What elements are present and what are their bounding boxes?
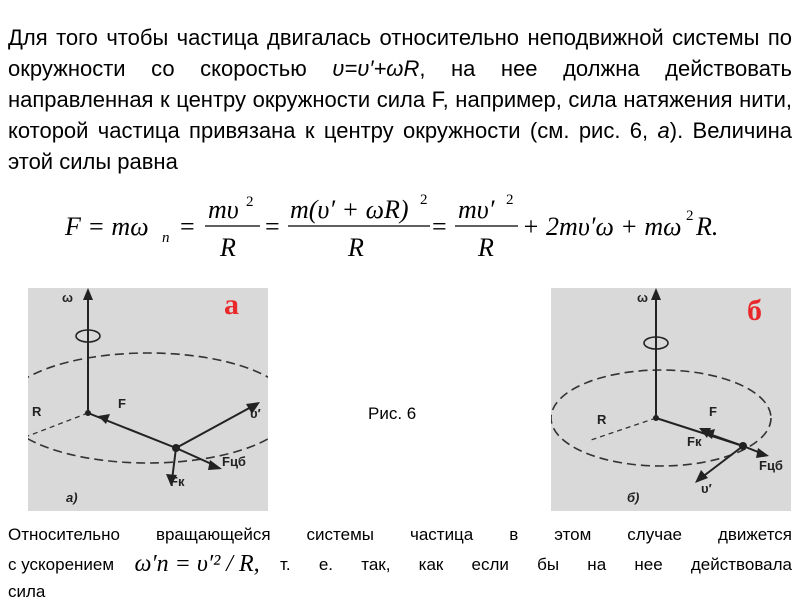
force-f-label: F	[709, 404, 717, 419]
equals-3: =	[432, 212, 447, 241]
frac3-numerator: mυ′	[458, 195, 495, 224]
axis-arrowhead	[83, 288, 93, 300]
centrifugal-arrowhead	[208, 460, 222, 470]
figure-a	[28, 288, 268, 511]
velocity-vector	[176, 406, 253, 448]
radius-label: R	[32, 404, 42, 419]
centrifugal-label: Fцб	[222, 454, 246, 469]
frac1-denominator: R	[220, 233, 236, 262]
centrifugal-arrowhead	[756, 448, 769, 458]
main-paragraph	[8, 22, 792, 177]
force-f-label: F	[118, 396, 126, 411]
bottom-line-2	[8, 547, 792, 581]
force-formula	[60, 190, 750, 270]
axis-arrowhead	[651, 288, 661, 300]
subfigure-label: б)	[627, 490, 640, 505]
formula-tail-sup: 2	[686, 208, 694, 224]
frac3-sup: 2	[506, 192, 514, 208]
figure-caption: Рис. 6	[368, 404, 417, 423]
subfigure-label: а)	[66, 490, 78, 505]
bottom-line-3: сила	[8, 582, 46, 601]
acceleration-formula: ω′n = υ′² / R,	[134, 550, 260, 577]
equals-1: =	[180, 212, 195, 241]
orbit-circle	[28, 353, 268, 463]
frac2-denominator: R	[348, 233, 364, 262]
frac3-denominator: R	[478, 233, 494, 262]
frac2-sup: 2	[420, 192, 428, 208]
force-f-arrowhead	[98, 414, 110, 424]
paragraph-text-1: Для того чтобы частица двигалась относительно неподвижной системы по окружности со скоростью	[8, 25, 792, 81]
velocity-vector	[701, 446, 743, 478]
paragraph-text-3: ). Величина этой силы равна	[8, 118, 792, 174]
paragraph-text-2: , на нее должна действовать направленная к центру окружности сила F, например, сила натяжения нити, которой частица привязана к центру окружности (см. рис. 6,	[8, 56, 793, 143]
orbit-circle	[551, 370, 771, 466]
formula-lhs: F = mω	[65, 212, 149, 241]
figure-b	[551, 288, 791, 511]
velocity-expression: υ=υ′+ωR	[332, 56, 420, 81]
formula-tail: + 2mυ′ω + mω	[522, 212, 682, 241]
frac2-numerator: m(υ′ + ωR)	[290, 195, 409, 224]
formula-tail-end: R.	[696, 212, 719, 241]
bottom-line-2-start: с ускорением	[8, 554, 115, 574]
bottom-line-1: Относительно вращающейся системы частица в этом случае движется	[8, 525, 792, 544]
velocity-label: υ′	[701, 481, 712, 496]
figure-reference: а	[657, 118, 670, 143]
formula-lhs-sub: n	[162, 230, 170, 246]
figure-a-letter: а	[224, 288, 239, 321]
frac1-numerator: mυ	[208, 195, 239, 224]
omega-label: ω	[62, 290, 73, 305]
frac1-sup: 2	[246, 194, 254, 210]
radius-label: R	[597, 412, 607, 427]
omega-label: ω	[637, 290, 648, 305]
coriolis-label: Fк	[687, 434, 702, 449]
figure-b-letter: б	[747, 294, 762, 327]
coriolis-label: Fк	[170, 474, 185, 489]
centrifugal-label: Fцб	[759, 458, 783, 473]
velocity-label: υ′	[250, 406, 261, 421]
coriolis-vector	[709, 434, 743, 446]
bottom-line-2-end: т. е. так, как если бы на нее действовала	[280, 554, 792, 574]
bottom-paragraph	[8, 522, 792, 603]
equals-2: =	[265, 212, 280, 241]
